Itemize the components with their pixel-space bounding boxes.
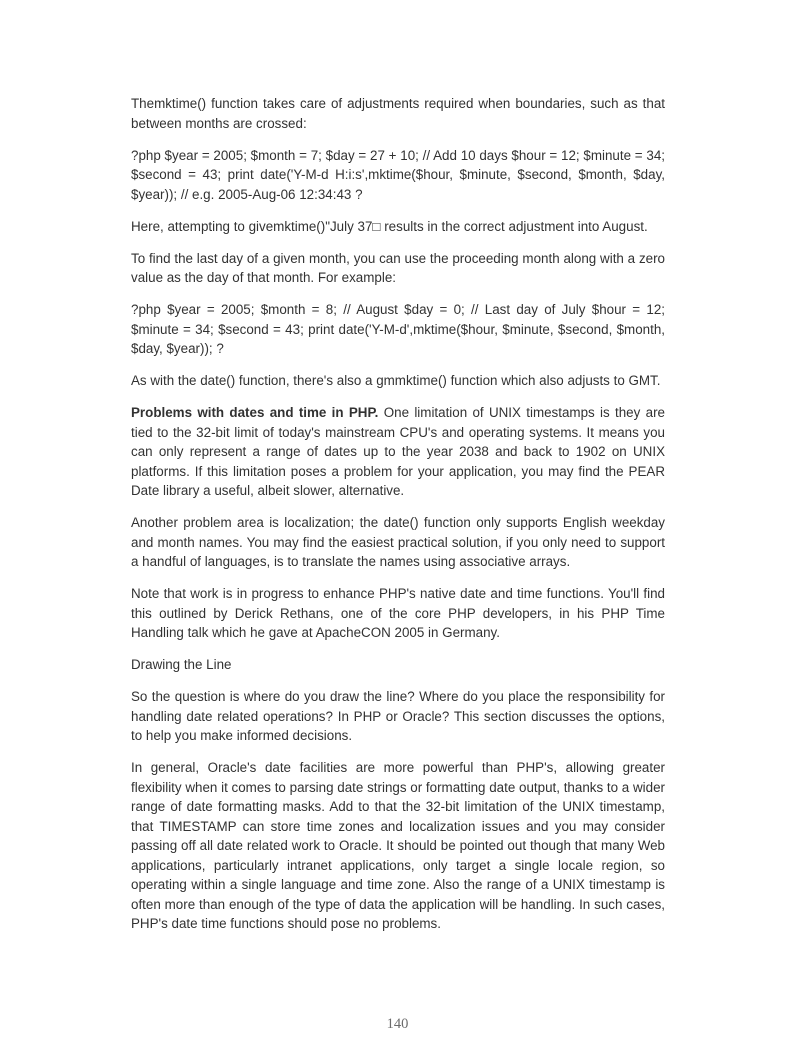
paragraph-text: ?php $year = 2005; $month = 7; $day = 27 + 10; // Add 10 days $hour = 12; $minute = 34; $second = 43; print date('Y-M-d H:i:s',mktime($hour, $minute, $second, $month, $day, $year)); // e.g. 2005-Aug-06 12:34:43 ? xyxy=(131,147,665,202)
paragraph-text: Drawing the Line xyxy=(131,657,232,672)
paragraph xyxy=(131,249,665,288)
paragraph xyxy=(131,146,665,205)
paragraph-text: One limitation of UNIX timestamps is they are tied to the 32-bit limit of today's mainstream CPU's and operating systems. It means you can only represent a range of dates up to the year 2038 and back to 1902 on UNIX platforms. If this limitation poses a problem for your application, you may find the PEAR Date library a useful, albeit slower, alternative. xyxy=(131,405,665,498)
text-column xyxy=(131,94,665,946)
paragraph-text: So the question is where do you draw the line? Where do you place the responsibility for handling date related operations? In PHP or Oracle? This section discusses the options, to help you make informed decisions. xyxy=(131,689,665,743)
paragraph xyxy=(131,655,665,675)
paragraph-text: Another problem area is localization; the date() function only supports English weekday and month names. You may find the easiest practical solution, if you only need to support a handful of languages, is to translate the names using associative arrays. xyxy=(131,515,665,569)
paragraph xyxy=(131,217,665,237)
paragraph-text: Themktime() function takes care of adjustments required when boundaries, such as that between months are crossed: xyxy=(131,96,665,131)
page-number: 140 xyxy=(386,1016,409,1032)
paragraph xyxy=(131,758,665,934)
paragraph xyxy=(131,403,665,501)
paragraph xyxy=(131,513,665,572)
paragraph-text: To find the last day of a given month, you can use the proceeding month along with a zero value as the day of that month. For example: xyxy=(131,250,665,285)
paragraph-text: As with the date() function, there's also a gmmktime() function which also adjusts to GMT. xyxy=(131,373,661,388)
paragraph xyxy=(131,584,665,643)
paragraph xyxy=(131,94,665,133)
paragraph-bold-lead: Problems with dates and time in PHP. xyxy=(131,405,379,420)
paragraph xyxy=(131,371,665,391)
paragraph-text: In general, Oracle's date facilities are more powerful than PHP's, allowing greater flexibility when it comes to parsing date strings or formatting date output, thanks to a wider range of date formatting masks. Add to that the 32-bit limitation of the UNIX timestamp, that TIMESTAMP can store time zones and localization issues and you may consider passing off all date related work to Oracle. It should be pointed out though that many Web applications, particularly intranet applications, only target a single locale region, so operating within a single language and time zone. Also the range of a UNIX timestamp is often more than enough of the type of data the application will be handling. In such cases, PHP's date time functions should pose no problems. xyxy=(131,760,665,931)
paragraph-text: Here, attempting to givemktime()"July 37□ results in the correct adjustment into August. xyxy=(131,218,648,234)
paragraph-text: Note that work is in progress to enhance PHP's native date and time functions. You'll find this outlined by Derick Rethans, one of the core PHP developers, in his PHP Time Handling talk which he gave at ApacheCON 2005 in Germany. xyxy=(131,586,665,640)
paragraph xyxy=(131,300,665,359)
paragraph-text: ?php $year = 2005; $month = 8; // August $day = 0; // Last day of July $hour = 12; $minute = 34; $second = 43; print date('Y-M-d',mktime($hour, $minute, $second, $month, $day, $year)); ? xyxy=(131,302,665,356)
paragraph xyxy=(131,687,665,746)
